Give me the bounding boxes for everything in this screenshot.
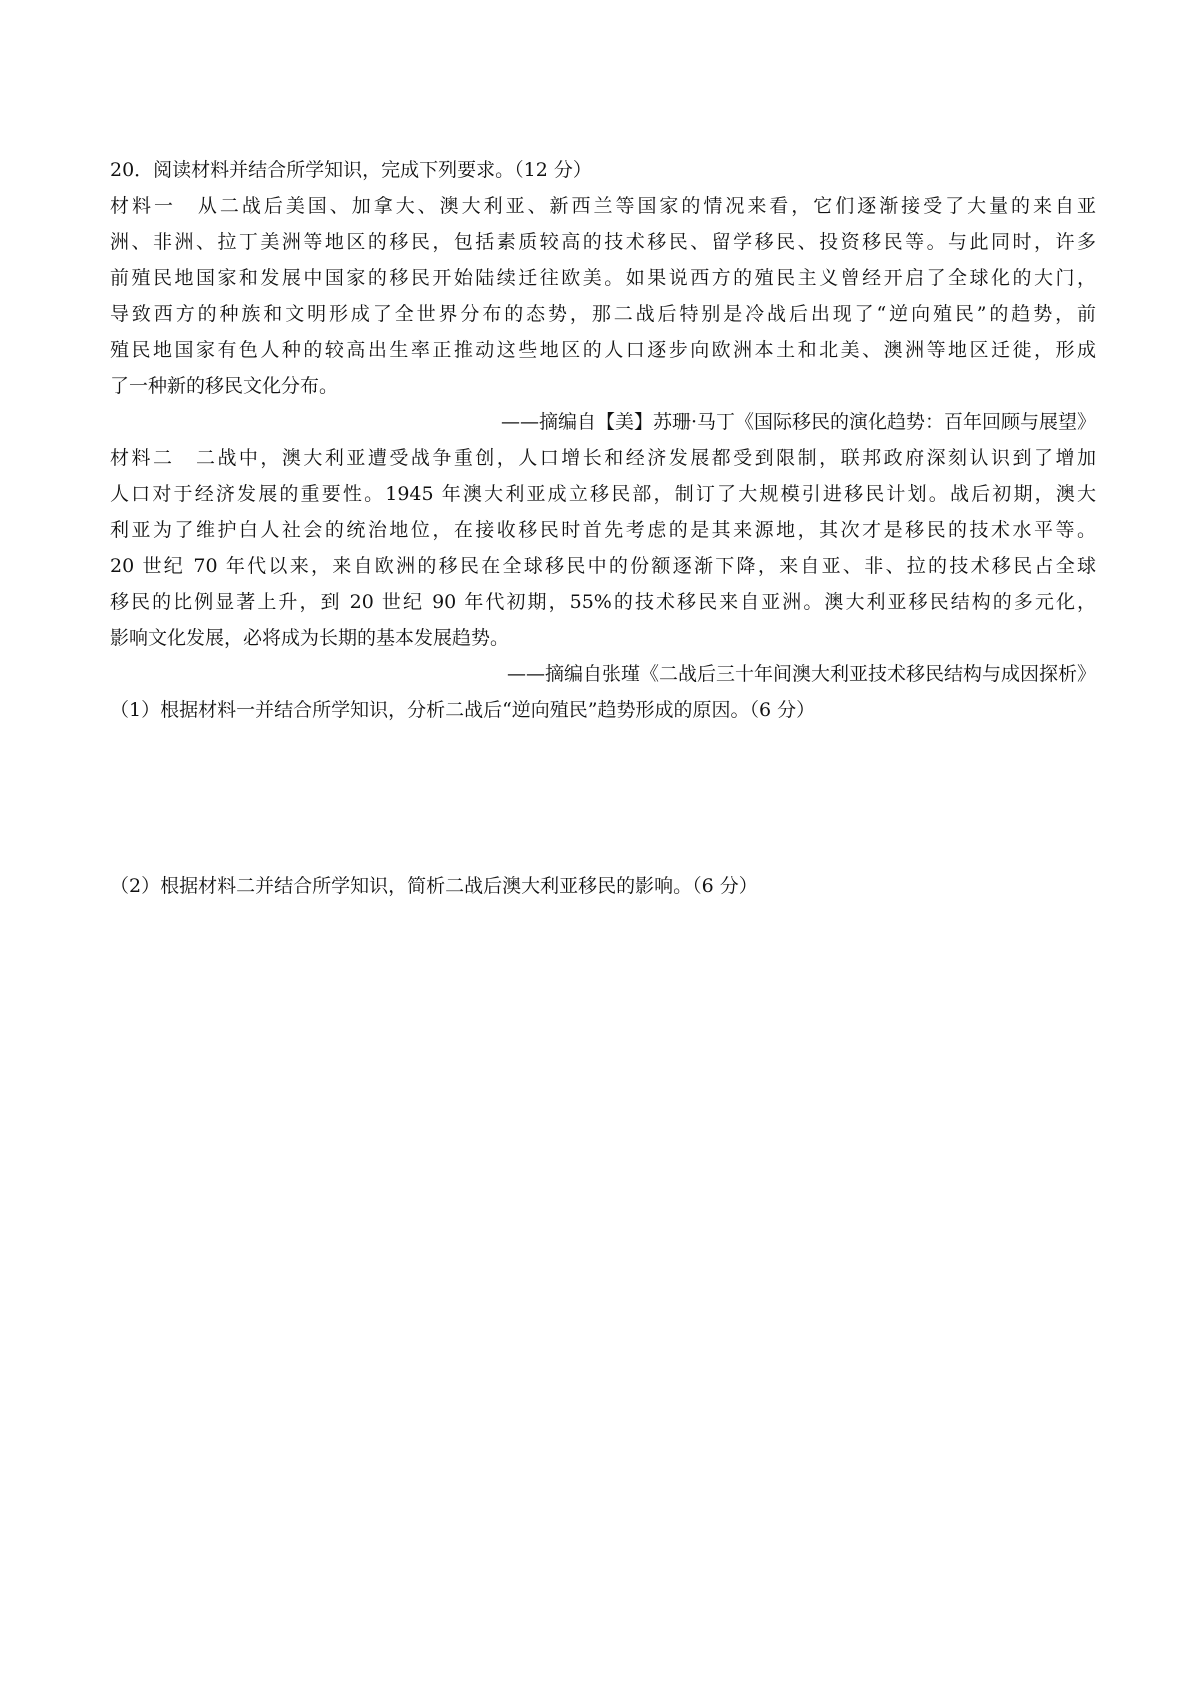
- material-one-line: 了一种新的移民文化分布。: [110, 375, 339, 397]
- material-one-line: 前殖民地国家和发展中国家的移民开始陆续迁往欧美。如果说西方的殖民主义曾经开启了全球化的大门，: [110, 267, 1096, 289]
- material-two-line: 移民的比例显著上升，到 20 世纪 90 年代初期，55%的技术移民来自亚洲。澳大利亚移民结构的多元化，: [110, 591, 1096, 613]
- material-one: [110, 188, 1096, 440]
- material-one-source: ——摘编自【美】苏珊·马丁《国际移民的演化趋势：百年回顾与展望》: [500, 411, 1096, 433]
- material-two-line: 人口对于经济发展的重要性。1945 年澳大利亚成立移民部，制订了大规模引进移民计划。战后初期，澳大: [110, 483, 1096, 505]
- question-header: 20．阅读材料并结合所学知识，完成下列要求。（12 分）: [110, 159, 592, 181]
- material-one-line: 导致西方的种族和文明形成了全世界分布的态势，那二战后特别是冷战后出现了“逆向殖民”的趋势，前: [110, 303, 1096, 325]
- sub-question-2: （2）根据材料二并结合所学知识，简析二战后澳大利亚移民的影响。（6 分）: [110, 875, 758, 897]
- material-two-line: 利亚为了维护白人社会的统治地位，在接收移民时首先考虑的是其来源地，其次才是移民的技术水平等。: [110, 519, 1096, 541]
- exam-question-page: [110, 152, 1096, 904]
- sub-question-1: （1）根据材料一并结合所学知识，分析二战后“逆向殖民”趋势形成的原因。（6 分）: [110, 699, 816, 721]
- material-one-line: 洲、非洲、拉丁美洲等地区的移民，包括素质较高的技术移民、留学移民、投资移民等。与此同时，许多: [110, 231, 1096, 253]
- material-one-line: 殖民地国家有色人种的较高出生率正推动这些地区的人口逐步向欧洲本土和北美、澳洲等地区迁徙，形成: [110, 339, 1096, 361]
- material-two-line: 材料二 二战中，澳大利亚遭受战争重创，人口增长和经济发展都受到限制，联邦政府深刻认识到了增加: [110, 447, 1096, 469]
- material-two: [110, 440, 1096, 692]
- material-two-line: 影响文化发展，必将成为长期的基本发展趋势。: [110, 627, 510, 649]
- material-one-line: 材料一 从二战后美国、加拿大、澳大利亚、新西兰等国家的情况来看，它们逐渐接受了大量的来自亚: [110, 195, 1096, 217]
- material-two-source: ——摘编自张瑾《二战后三十年间澳大利亚技术移民结构与成因探析》: [506, 663, 1096, 685]
- material-two-line: 20 世纪 70 年代以来，来自欧洲的移民在全球移民中的份额逐渐下降，来自亚、非、拉的技术移民占全球: [110, 555, 1096, 577]
- answer-space-1: [110, 728, 1096, 868]
